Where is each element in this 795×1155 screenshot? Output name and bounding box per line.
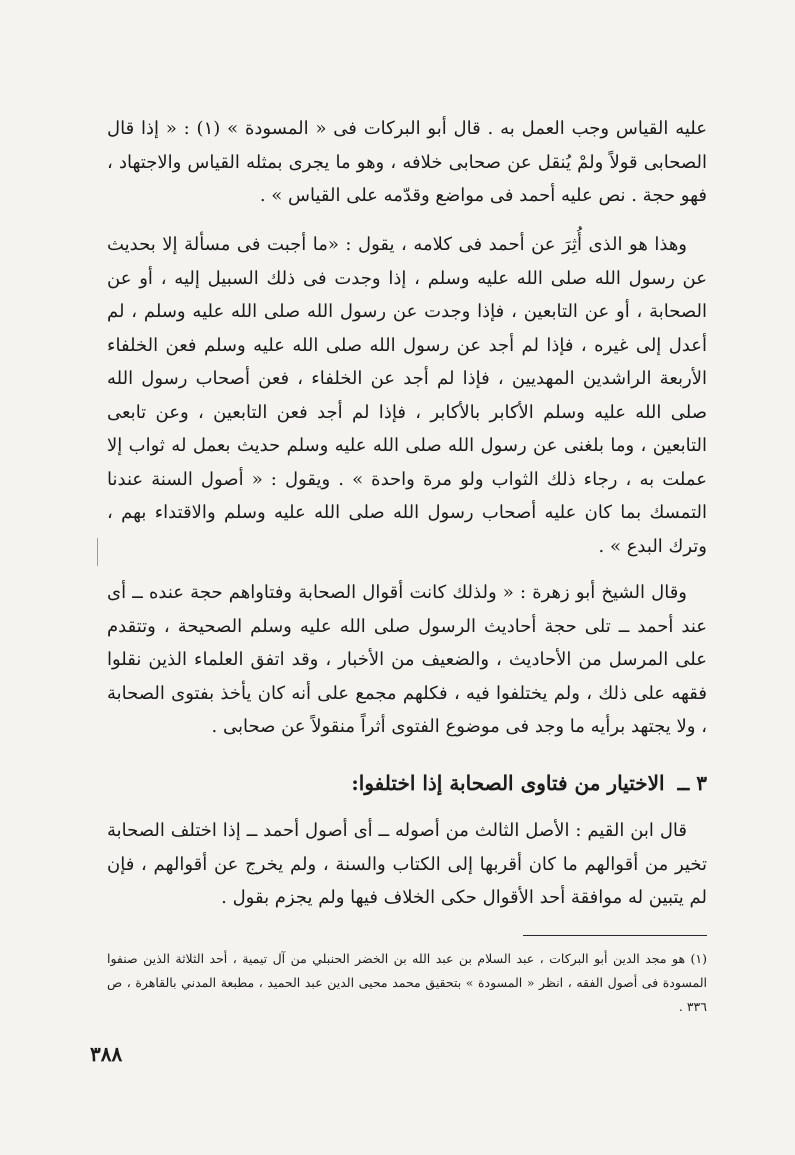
section-heading — [107, 766, 707, 800]
footnote: (١) هو مجد الدين أبو البركات ، عبد السلام بن عبد الله بن الخضر الحنبلي من آل تيمية ، أحد الثلاثة الذين صنفوا المسودة فى أصول الفقه ، انظر « المسودة » بتحقيق محمد محيى الدين عبد الحميد ، مطبعة المدني بالقاهرة ، ص ٣٣٦ . — [107, 951, 707, 1014]
paragraph-3 — [107, 576, 707, 744]
paragraph-3-text: وقال الشيخ أبو زهرة : « ولذلك كانت أقوال الصحابة وفتاواهم حجة عنده ــ أى عند أحمد ــ تلى حجة أحاديث الرسول صلى الله عليه وسلم الصحيحة ، وتتقدم على المرسل من الأحاديث ، والضعيف من الأخبار ، وقد اتفق العلماء الذين نقلوا فقهه على ذلك ، ولم يختلفوا فيه ، فكلهم مجمع على أنه كان يأخذ بفتوى الصحابة ، ولا يجتهد برأيه ما وجد فى موضوع الفتوى أثراً منقولاً عن صحابى . — [107, 582, 707, 737]
paragraph-4-text: قال ابن القيم : الأصل الثالث من أصوله ــ أى أصول أحمد ــ إذا اختلف الصحابة تخير من أقوالهم ما كان أقربها إلى الكتاب والسنة ، ولم يخرج عن أقوالهم ، فإن لم يتبين له موافقة أحد الأقوال حكى الخلاف فيها ولم يجزم بقول . — [107, 820, 707, 908]
section-title: الاختيار من فتاوى الصحابة إذا اختلفوا: — [351, 771, 665, 795]
paragraph-2 — [107, 228, 707, 563]
section-number: ٣ ــ — [677, 771, 707, 795]
footnote-divider — [523, 935, 707, 936]
page-number: ٣٨٨ — [90, 1042, 123, 1066]
paragraph-4 — [107, 814, 707, 915]
margin-mark — [97, 538, 98, 566]
paragraph-1: عليه القياس وجب العمل به . قال أبو البركات فى « المسودة » (١) : « إذا قال الصحابى قولاً ولمْ يُنقل عن صحابى خلافه ، وهو ما يجرى بمثله القياس والاجتهاد ، فهو حجة . نص عليه أحمد فى مواضع وقدّمه على القياس » . — [107, 118, 708, 206]
paragraph-2-text: وهذا هو الذى أُثِرَ عن أحمد فى كلامه ، يقول : «ما أجبت فى مسألة إلا بحديث عن رسول الله صلى الله عليه وسلم ، إذا وجدت فى ذلك السبيل إليه ، أو عن الصحابة ، أو عن التابعين ، فإذا وجدت عن رسول الله صلى الله عليه وسلم ، لم أعدل إلى غيره ، فإذا لم أجد عن رسول الله صلى الله عليه وسلم فعن الخلفاء الأربعة الراشدين المهديين ، فإذا لم أجد عن الخلفاء ، فعن أصحاب رسول الله صلى الله عليه وسلم الأكابر بالأكابر ، فإذا لم أجد فعن التابعين ، وعن تابعى التابعين ، وما بلغنى عن رسول الله صلى الله عليه وسلم حديث بعمل له ثواب إلا عملت به ، رجاء ذلك الثواب ولو مرة واحدة » . ويقول : « أصول السنة عندنا التمسك بما كان عليه أصحاب رسول الله صلى الله عليه وسلم والاقتداء بهم ، وترك البدع » . — [107, 234, 707, 557]
